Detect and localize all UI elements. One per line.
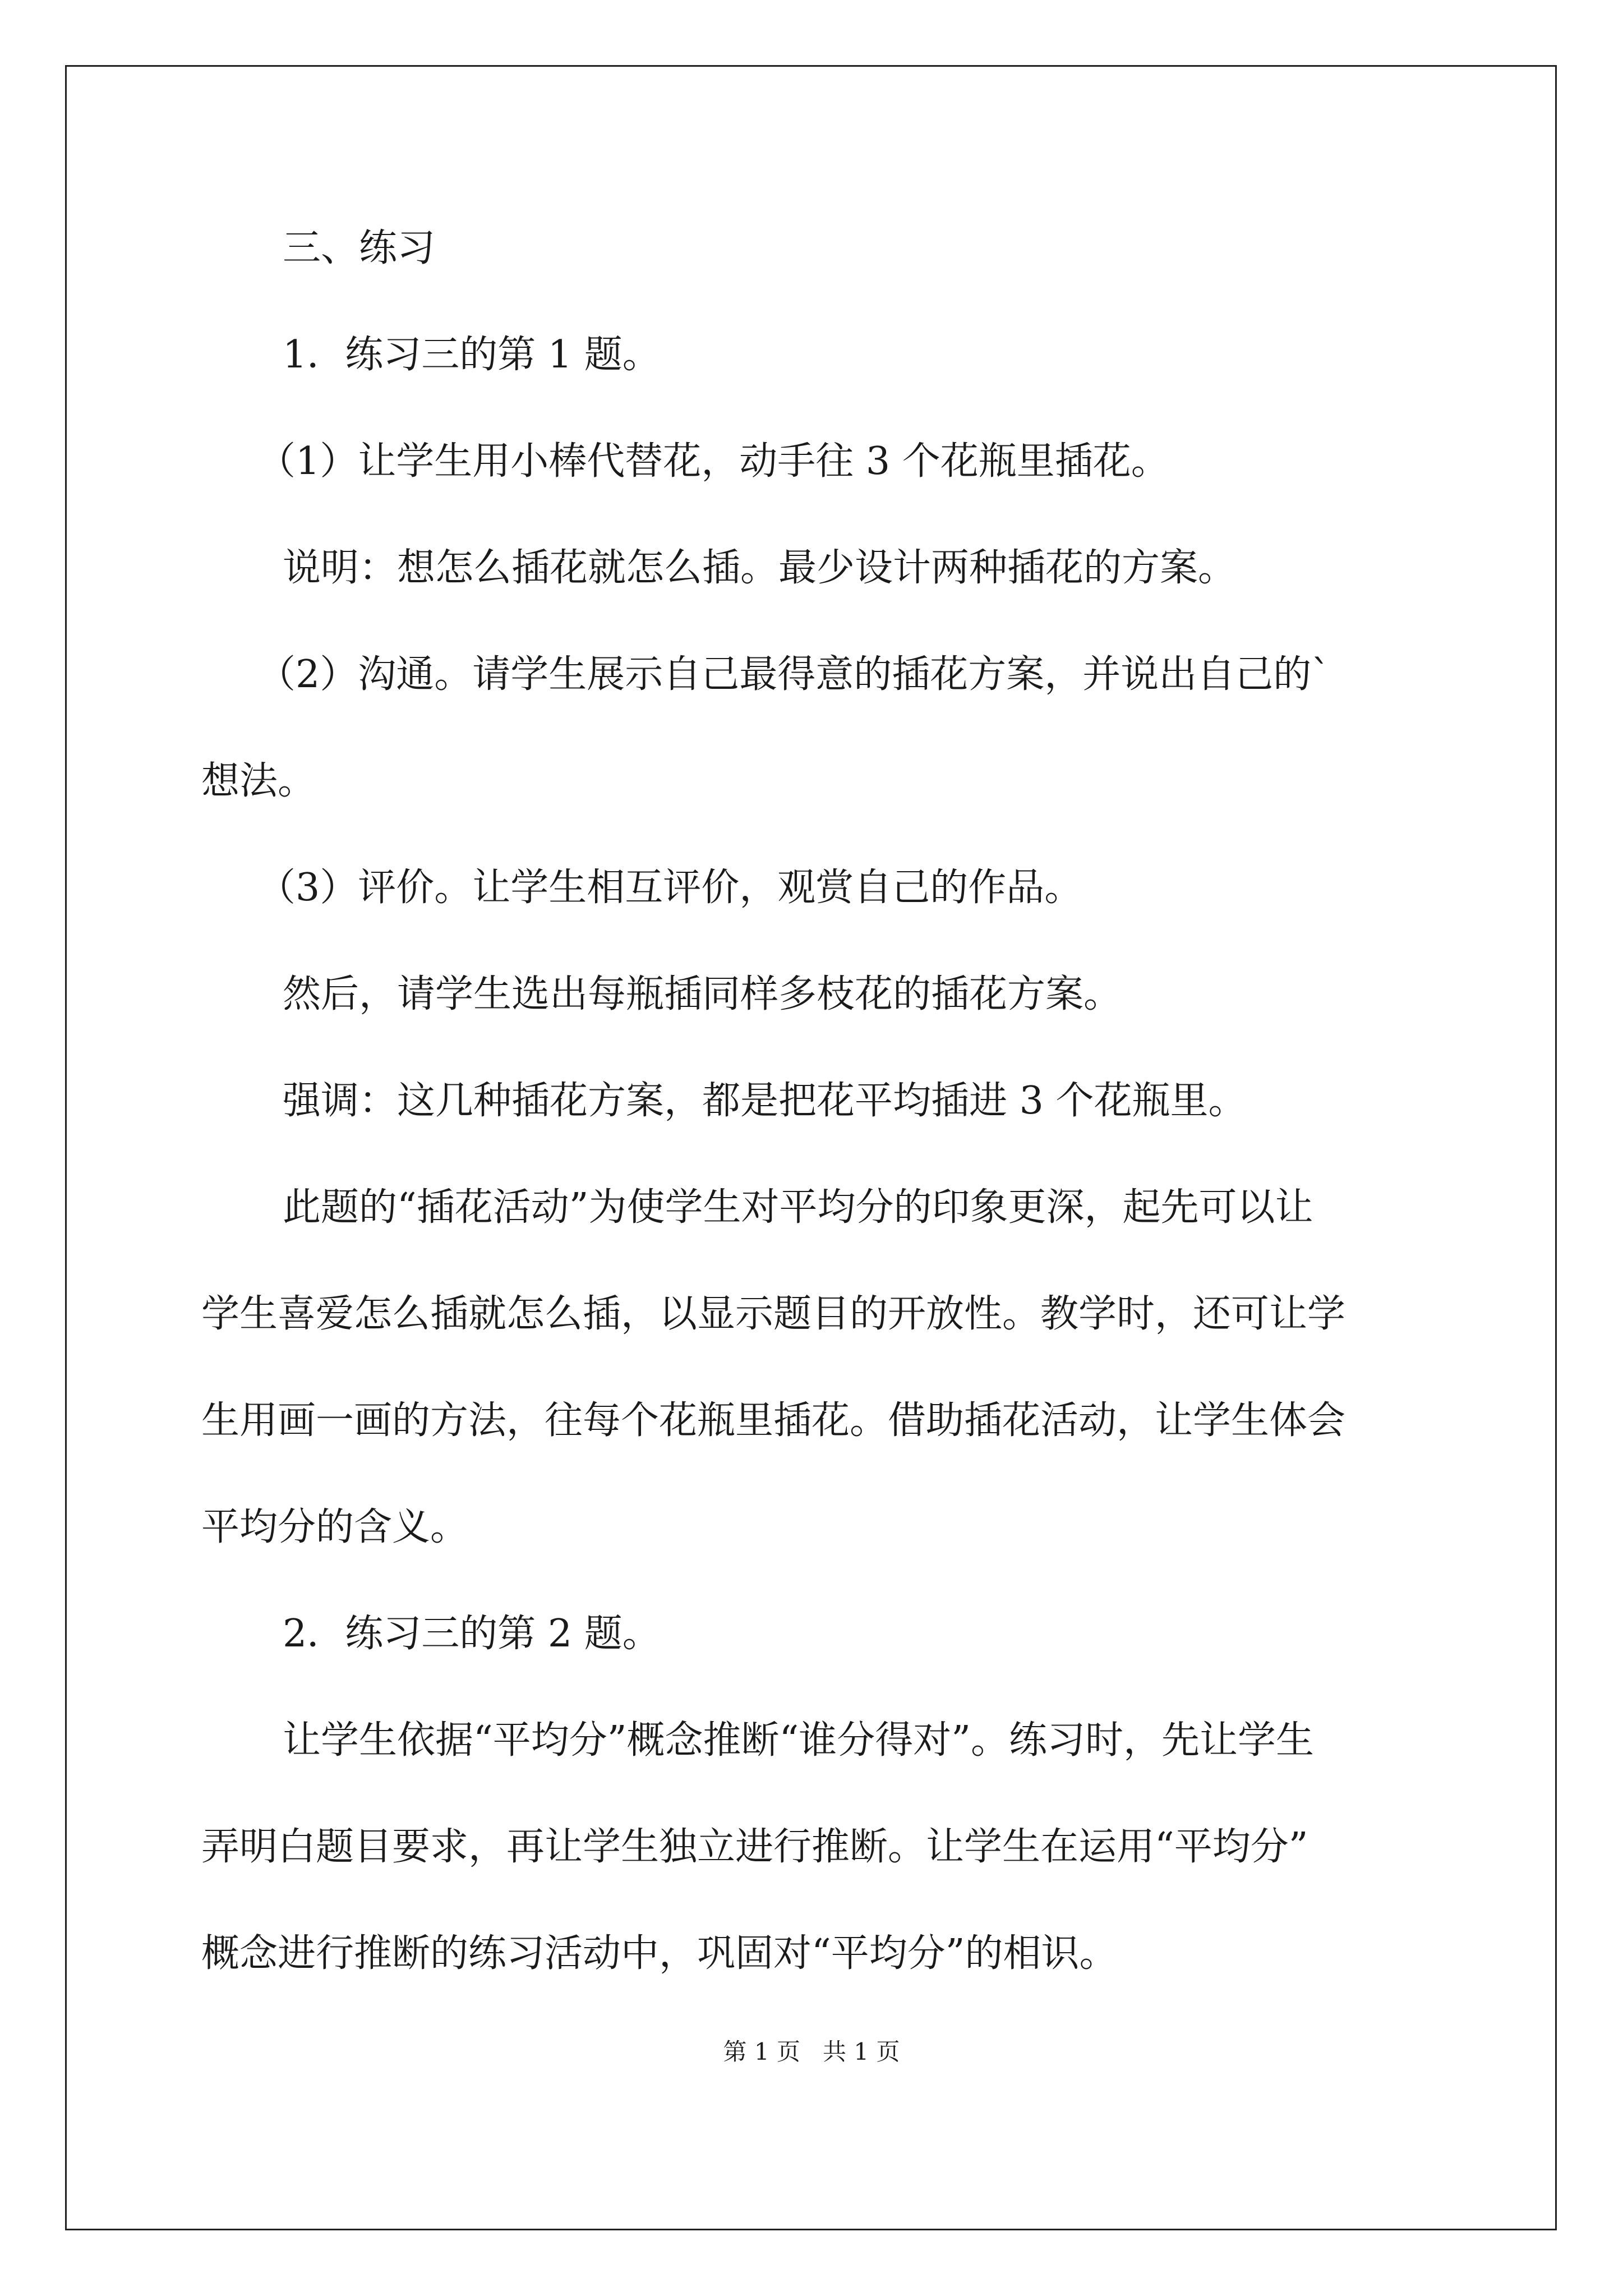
- paragraph-line: 学生喜爱怎么插就怎么插，以显示题目的开放性。教学时，还可让学: [201, 1292, 1346, 1336]
- paragraph-line: 此题的“插花活动”为使学生对平均分的印象更深，起先可以让: [283, 1185, 1313, 1230]
- page-footer: 第 1 页 共 1 页: [723, 2038, 900, 2065]
- paragraph-line: 平均分的含义。: [201, 1505, 469, 1549]
- page-content-lower: [65, 65, 1557, 2230]
- paragraph-line: 概念进行推断的练习活动中，巩固对“平均分”的相识。: [201, 1931, 1118, 1976]
- paragraph-line: 说明：想怎么插花就怎么插。最少设计两种插花的方案。: [283, 546, 1237, 590]
- paragraph-line: （2）沟通。请学生展示自己最得意的插花方案，并说出自己的`: [257, 652, 1331, 697]
- paragraph-line: 生用画一画的方法，往每个花瓶里插花。借助插花活动，让学生体会: [201, 1398, 1346, 1443]
- paragraph-line: 让学生依据“平均分”概念推断“谁分得对”。练习时，先让学生: [283, 1718, 1315, 1763]
- paragraph-line: 弄明白题目要求，再让学生独立进行推断。让学生在运用“平均分”: [201, 1825, 1308, 1869]
- paragraph-line: （1）让学生用小棒代替花，动手往 3 个花瓶里插花。: [257, 439, 1169, 484]
- section-heading: 三、练习: [283, 226, 436, 270]
- paragraph-line: 想法。: [201, 759, 316, 803]
- paragraph-line: （3）评价。让学生相互评价，观赏自己的作品。: [257, 866, 1083, 910]
- exercise-2-heading: 2．练习三的第 2 题。: [283, 1612, 661, 1656]
- paragraph-line: 然后，请学生选出每瓶插同样多枝花的插花方案。: [283, 972, 1122, 1016]
- paragraph-line: 强调：这几种插花方案，都是把花平均插进 3 个花瓶里。: [283, 1079, 1247, 1123]
- exercise-1-heading: 1．练习三的第 1 题。: [283, 333, 661, 377]
